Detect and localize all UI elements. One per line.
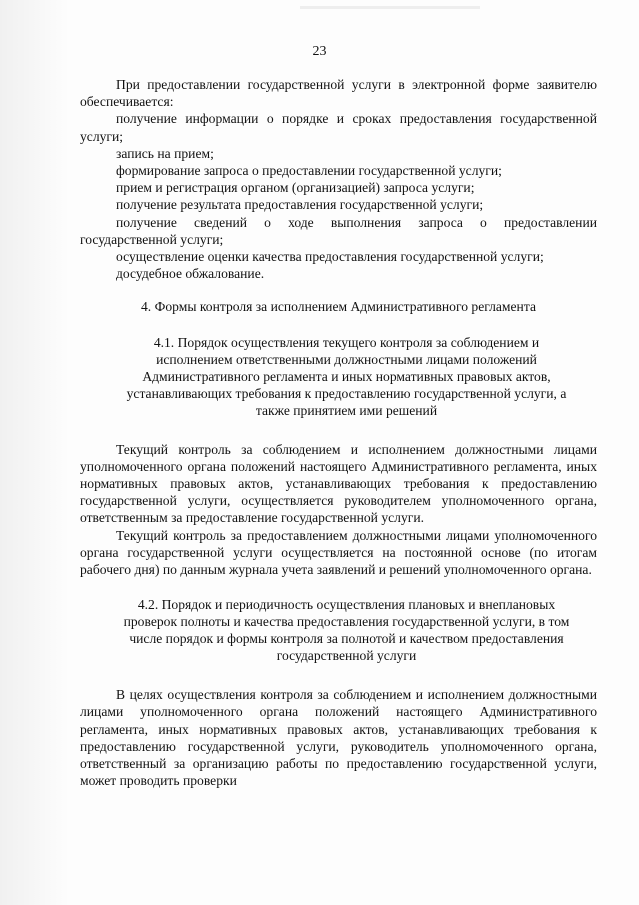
spacer — [80, 664, 597, 686]
list-item: получение информации о порядке и сроках предоставления государственной услуги; — [80, 111, 597, 144]
section-heading: 4. Формы контроля за исполнением Административного регламента — [141, 299, 536, 315]
list-item: получение сведений о ходе выполнения запроса о предоставлении государственной услуги; — [80, 214, 597, 247]
paragraph: В целях осуществления контроля за соблюдением и исполнением должностными лицами уполномоченного органа положений настоящего Административного регламента, иных нормативных правовых актов, устанавливающих требования к предоставлению государственной услуги, руководитель уполномоченного органа, ответственный за организацию работы по предоставлению государственной услуги, может проводить проверки — [80, 687, 597, 789]
list-item: формирование запроса о предоставлении государственной услуги; — [116, 163, 502, 179]
list-item: прием и регистрация органом (организацией) запроса услуги; — [116, 180, 475, 196]
paragraph: Текущий контроль за предоставлением должностными лицами уполномоченного органа государственной услуги осуществляется на постоянной основе (по итогам рабочего дня) по данным журнала учета заявлений и решений уполномоченного органа. — [80, 527, 597, 578]
paragraph: Текущий контроль за соблюдением и исполнением должностными лицами уполномоченного органа положений настоящего Административного регламента, иных нормативных правовых актов, устанавливающих требования к предоставлению государственной услуги, осуществляется руководителем уполномоченного органа, ответственным за предоставление государственной услуги. — [80, 441, 597, 526]
spacer — [80, 419, 597, 441]
subsection-heading: 4.2. Порядок и периодичность осуществления плановых и внеплановых проверок полноты и качества предоставления государственной услуги, в том числе порядок и формы контроля за полнотой и качеством предоставления государственной услуги — [123, 597, 570, 664]
page-number: 23 — [312, 44, 327, 59]
subsection-heading: 4.1. Порядок осуществления текущего контроля за соблюдением и исполнением ответственными должностными лицами положений Административного регламента и иных нормативных правовых актов, устанавливающих требования к предоставлению государственной услуги, а также принятием ими решений — [126, 334, 567, 418]
list-item: запись на прием; — [116, 145, 214, 161]
list-item: получение результата предоставления государственной услуги; — [116, 197, 484, 213]
scan-shadow — [0, 0, 70, 905]
list-item: осуществление оценки качества предоставления государственной услуги; — [116, 249, 544, 265]
list-item: досудебное обжалование. — [116, 266, 265, 282]
scan-artifact — [300, 6, 480, 9]
intro-lead: При предоставлении государственной услуги в электронной форме заявителю обеспечивается: — [80, 77, 597, 110]
document-body — [80, 76, 597, 789]
